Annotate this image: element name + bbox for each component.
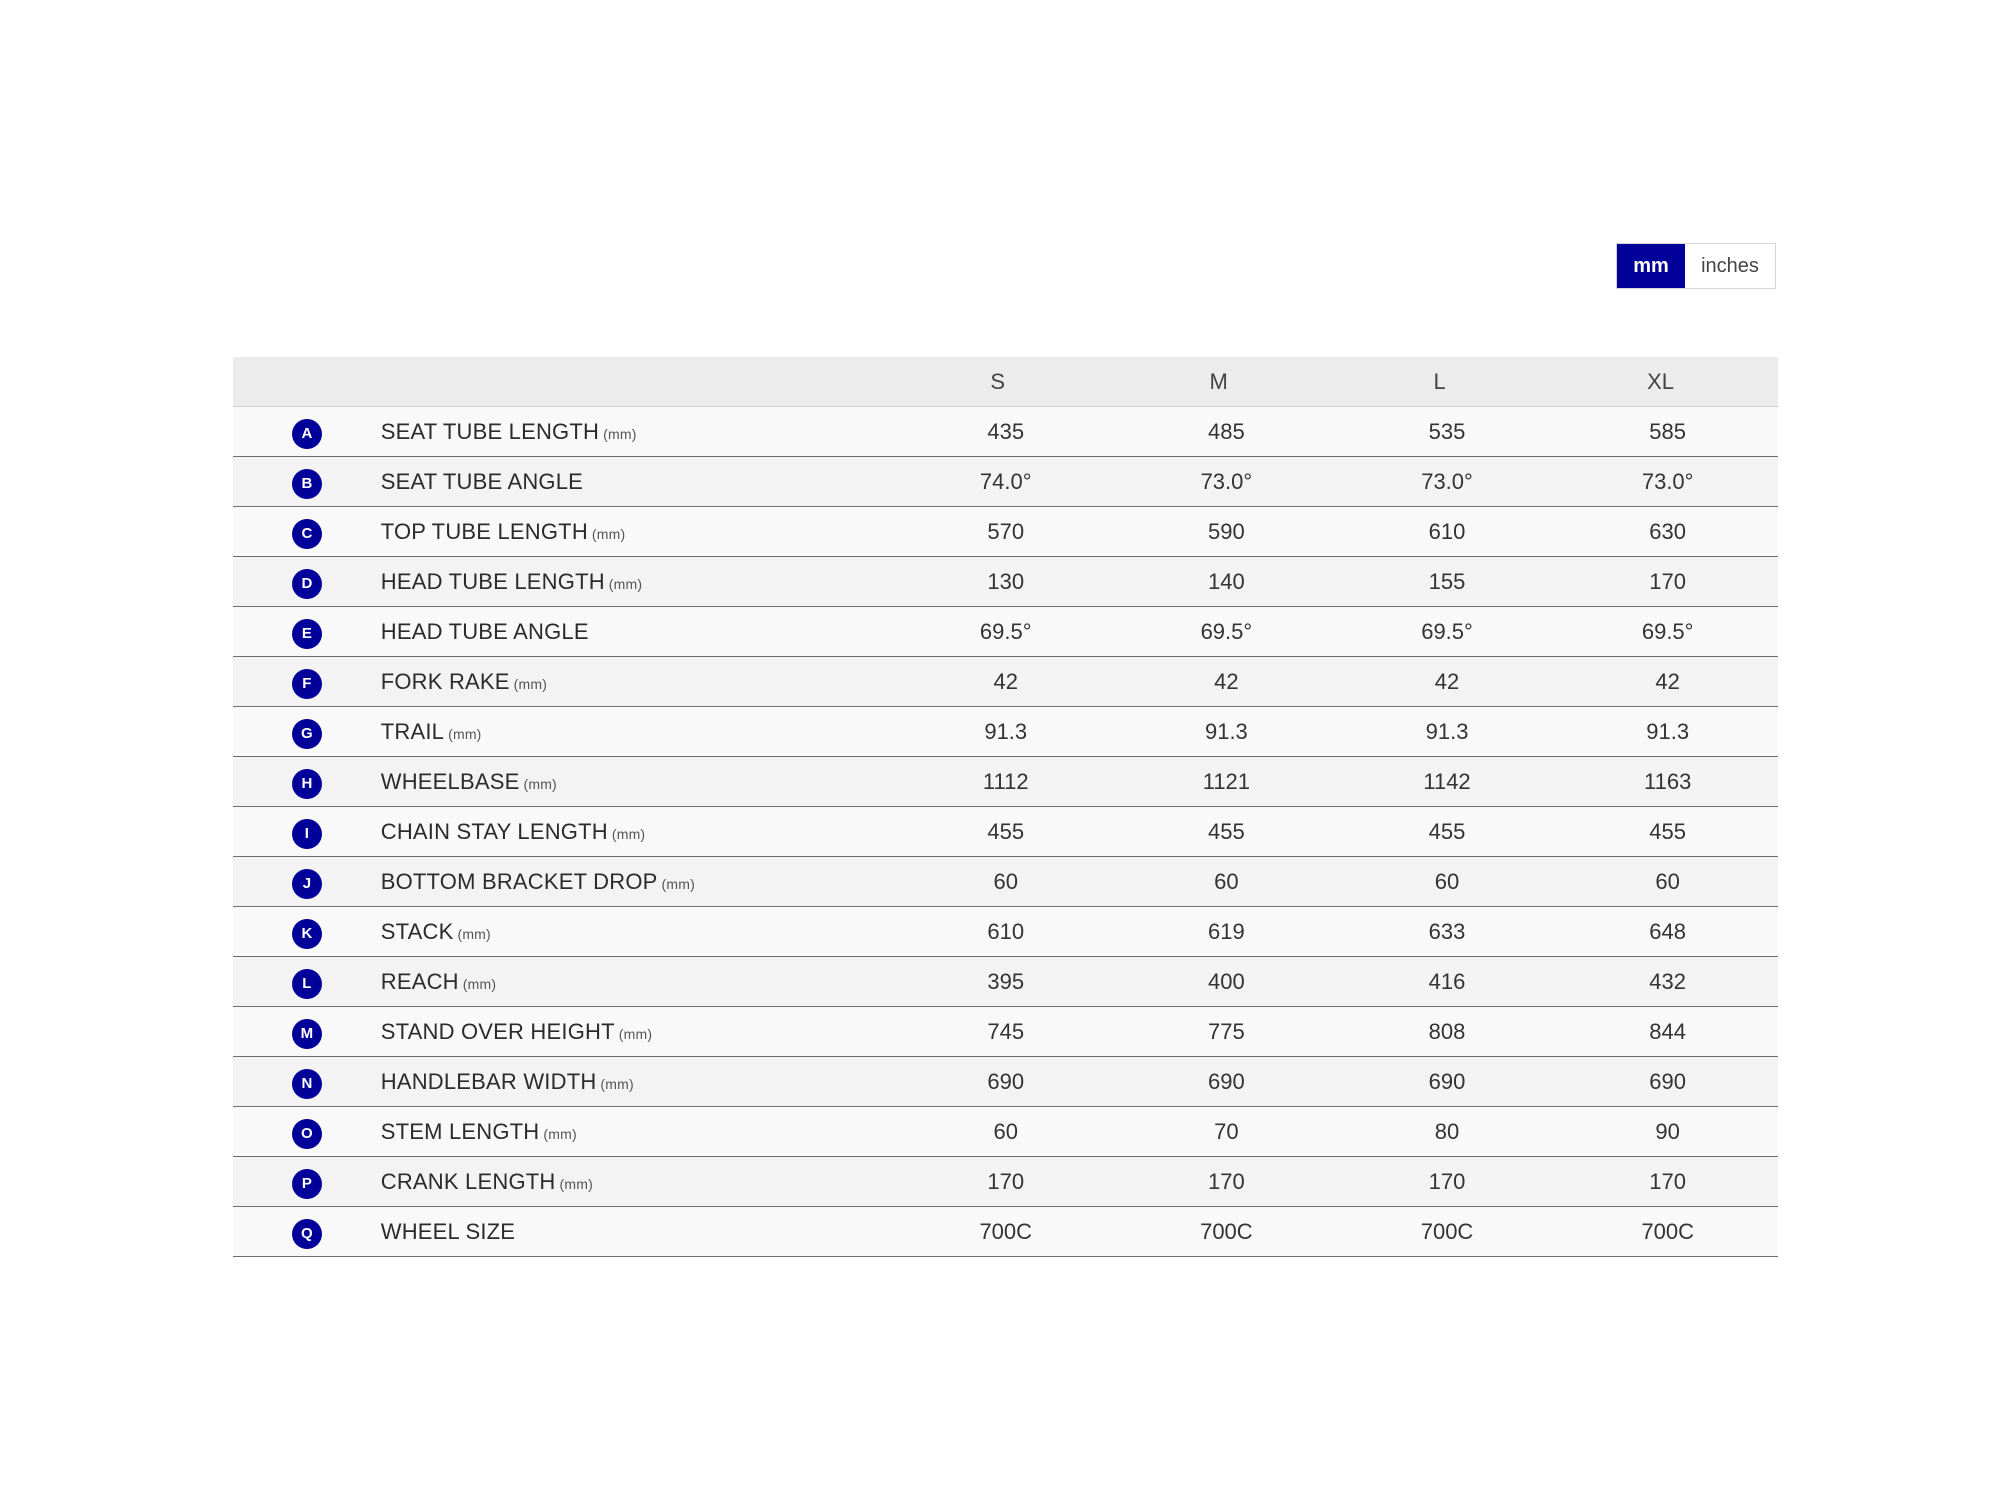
row-value: 60 xyxy=(993,1118,1018,1144)
row-label: REACH xyxy=(380,968,459,994)
row-label-cell xyxy=(381,1019,896,1045)
table-row xyxy=(233,957,1778,1007)
row-value: 70 xyxy=(1214,1118,1239,1144)
row-badge-cell xyxy=(233,465,381,499)
row-label-cell xyxy=(381,1219,896,1245)
mm-unit-button[interactable]: mm xyxy=(1617,244,1685,288)
table-row xyxy=(233,657,1778,707)
row-value: 90 xyxy=(1655,1118,1680,1144)
row-letter-badge: I xyxy=(292,819,322,849)
row-value: 690 xyxy=(1649,1068,1687,1094)
table-row xyxy=(233,507,1778,557)
row-value: 42 xyxy=(993,668,1018,694)
row-value: 170 xyxy=(1649,568,1687,594)
row-value: 590 xyxy=(1208,518,1245,544)
row-label-cell xyxy=(381,919,896,945)
row-value: 633 xyxy=(1428,918,1466,944)
row-value: 535 xyxy=(1428,418,1466,444)
row-value: 73.0° xyxy=(1641,468,1694,494)
row-badge-cell xyxy=(233,1165,381,1199)
row-label: STACK xyxy=(380,918,454,944)
row-value: 690 xyxy=(1428,1068,1466,1094)
row-badge-cell xyxy=(233,965,381,999)
row-unit: (mm) xyxy=(513,675,548,692)
row-label: BOTTOM BRACKET DROP xyxy=(380,868,658,894)
row-unit: (mm) xyxy=(523,775,557,792)
row-value: 648 xyxy=(1649,918,1687,944)
row-label-cell xyxy=(381,619,896,645)
table-row xyxy=(233,1207,1778,1257)
row-unit: (mm) xyxy=(600,1075,634,1092)
row-label-cell xyxy=(381,469,896,495)
row-label: HEAD TUBE LENGTH xyxy=(380,568,605,594)
row-unit: (mm) xyxy=(543,1125,577,1142)
table-row xyxy=(233,807,1778,857)
row-unit: (mm) xyxy=(608,575,643,592)
row-value: 60 xyxy=(1655,868,1680,894)
row-value: 455 xyxy=(1428,818,1466,844)
row-badge-cell xyxy=(233,865,381,899)
row-unit: (mm) xyxy=(611,825,646,842)
row-value: 1163 xyxy=(1644,768,1692,794)
row-value: 91.3 xyxy=(1425,718,1469,744)
row-badge-cell xyxy=(233,515,381,549)
unit-toggle xyxy=(1616,243,1776,289)
row-value: 455 xyxy=(1649,818,1687,844)
row-unit: (mm) xyxy=(603,425,637,442)
row-letter-badge: K xyxy=(292,919,322,949)
row-label-cell xyxy=(381,769,896,795)
table-row xyxy=(233,407,1778,457)
row-badge-cell xyxy=(233,415,381,449)
row-badge-cell xyxy=(233,1015,381,1049)
size-header-xl: XL xyxy=(1647,368,1674,394)
row-letter-badge: O xyxy=(292,1119,322,1149)
row-unit: (mm) xyxy=(457,925,491,942)
table-row xyxy=(233,557,1778,607)
row-value: 91.3 xyxy=(1646,718,1690,744)
row-letter-badge: A xyxy=(292,419,322,449)
table-row xyxy=(233,1057,1778,1107)
row-value: 73.0° xyxy=(1200,468,1253,494)
row-label: WHEELBASE xyxy=(380,768,520,794)
row-value: 69.5° xyxy=(1421,618,1473,644)
table-row xyxy=(233,757,1778,807)
row-value: 69.5° xyxy=(1200,618,1253,644)
row-value: 1121 xyxy=(1202,768,1251,794)
row-letter-badge: B xyxy=(292,469,322,499)
row-value: 844 xyxy=(1649,1018,1687,1044)
row-value: 91.3 xyxy=(984,718,1028,744)
row-value: 455 xyxy=(987,818,1025,844)
table-body xyxy=(233,407,1778,1257)
size-header-l: L xyxy=(1433,368,1446,394)
row-value: 42 xyxy=(1434,668,1460,694)
row-value: 610 xyxy=(1428,518,1466,544)
row-label: FORK RAKE xyxy=(380,668,510,694)
row-value: 700C xyxy=(1420,1218,1474,1244)
row-badge-cell xyxy=(233,715,381,749)
table-header-row xyxy=(233,357,1778,407)
row-value: 690 xyxy=(987,1068,1025,1094)
row-badge-cell xyxy=(233,915,381,949)
row-value: 700C xyxy=(1200,1218,1253,1244)
row-letter-badge: F xyxy=(292,669,322,699)
row-unit: (mm) xyxy=(661,875,695,892)
row-value: 74.0° xyxy=(979,468,1032,494)
row-label: SEAT TUBE LENGTH xyxy=(380,418,600,444)
row-value: 700C xyxy=(1641,1218,1694,1244)
row-label-cell xyxy=(381,569,896,595)
row-badge-cell xyxy=(233,1115,381,1149)
row-value: 155 xyxy=(1428,568,1466,594)
row-label: TOP TUBE LENGTH xyxy=(380,518,588,544)
row-value: 690 xyxy=(1208,1068,1245,1094)
row-value: 130 xyxy=(987,568,1025,594)
size-header-m: M xyxy=(1209,368,1228,394)
row-badge-cell xyxy=(233,615,381,649)
row-label-cell xyxy=(381,819,896,845)
row-unit: (mm) xyxy=(618,1025,653,1042)
row-value: 570 xyxy=(987,518,1025,544)
row-label: CRANK LENGTH xyxy=(380,1168,556,1194)
row-letter-badge: Q xyxy=(292,1219,322,1249)
row-label-cell xyxy=(381,969,896,995)
row-value: 80 xyxy=(1434,1118,1460,1144)
table-row xyxy=(233,457,1778,507)
row-label-cell xyxy=(381,419,896,445)
row-value: 619 xyxy=(1208,918,1245,944)
row-value: 170 xyxy=(987,1168,1025,1194)
row-letter-badge: L xyxy=(292,969,322,999)
row-badge-cell xyxy=(233,1215,381,1249)
row-value: 73.0° xyxy=(1421,468,1473,494)
row-label-cell xyxy=(381,719,896,745)
row-value: 485 xyxy=(1208,418,1245,444)
row-letter-badge: J xyxy=(292,869,322,899)
row-label-cell xyxy=(381,1169,896,1195)
row-letter-badge: G xyxy=(292,719,322,749)
row-unit: (mm) xyxy=(559,1175,593,1192)
table-row xyxy=(233,707,1778,757)
row-letter-badge: M xyxy=(292,1019,322,1049)
geometry-table xyxy=(233,357,1778,1257)
row-value: 42 xyxy=(1214,668,1239,694)
row-value: 1142 xyxy=(1423,768,1471,794)
table-row xyxy=(233,1007,1778,1057)
row-value: 455 xyxy=(1208,818,1245,844)
row-value: 91.3 xyxy=(1204,718,1248,744)
table-row xyxy=(233,1157,1778,1207)
row-value: 416 xyxy=(1428,968,1466,994)
row-value: 808 xyxy=(1428,1018,1466,1044)
row-value: 1112 xyxy=(982,768,1029,794)
row-badge-cell xyxy=(233,765,381,799)
row-letter-badge: C xyxy=(292,519,322,549)
row-value: 745 xyxy=(987,1018,1025,1044)
row-label: STEM LENGTH xyxy=(380,1118,540,1144)
row-value: 432 xyxy=(1649,968,1687,994)
row-value: 700C xyxy=(979,1218,1033,1244)
row-value: 610 xyxy=(987,918,1025,944)
row-value: 60 xyxy=(993,868,1018,894)
row-label: TRAIL xyxy=(380,718,445,744)
table-row xyxy=(233,1107,1778,1157)
row-letter-badge: D xyxy=(292,569,322,599)
row-label-cell xyxy=(381,519,896,545)
row-letter-badge: N xyxy=(292,1069,322,1099)
row-unit: (mm) xyxy=(591,525,626,542)
row-value: 170 xyxy=(1649,1168,1687,1194)
table-row xyxy=(233,907,1778,957)
row-badge-cell xyxy=(233,565,381,599)
row-label: HEAD TUBE ANGLE xyxy=(380,618,589,644)
row-label: WHEEL SIZE xyxy=(380,1218,516,1244)
table-row xyxy=(233,607,1778,657)
row-value: 775 xyxy=(1208,1018,1245,1044)
size-header-s: S xyxy=(990,368,1006,394)
inches-unit-button[interactable]: inches xyxy=(1685,244,1775,288)
row-label: SEAT TUBE ANGLE xyxy=(380,468,584,494)
row-unit: (mm) xyxy=(462,975,497,992)
row-label-cell xyxy=(381,669,896,695)
row-value: 395 xyxy=(987,968,1025,994)
row-value: 69.5° xyxy=(1641,618,1694,644)
row-unit: (mm) xyxy=(448,725,482,742)
row-value: 140 xyxy=(1208,568,1245,594)
row-value: 435 xyxy=(987,418,1025,444)
row-value: 170 xyxy=(1208,1168,1245,1194)
row-badge-cell xyxy=(233,815,381,849)
row-label-cell xyxy=(381,1119,896,1145)
row-value: 400 xyxy=(1208,968,1245,994)
row-value: 630 xyxy=(1649,518,1687,544)
row-label-cell xyxy=(381,869,896,895)
row-value: 60 xyxy=(1214,868,1239,894)
row-badge-cell xyxy=(233,1065,381,1099)
row-value: 60 xyxy=(1434,868,1460,894)
table-row xyxy=(233,857,1778,907)
row-value: 170 xyxy=(1428,1168,1466,1194)
row-value: 69.5° xyxy=(979,618,1032,644)
row-letter-badge: E xyxy=(292,619,322,649)
row-label: HANDLEBAR WIDTH xyxy=(380,1068,597,1094)
row-letter-badge: P xyxy=(292,1169,322,1199)
row-label-cell xyxy=(381,1069,896,1095)
row-label: STAND OVER HEIGHT xyxy=(380,1018,615,1044)
row-letter-badge: H xyxy=(292,769,322,799)
row-label: CHAIN STAY LENGTH xyxy=(380,818,608,844)
row-value: 42 xyxy=(1655,668,1680,694)
row-value: 585 xyxy=(1649,418,1687,444)
row-badge-cell xyxy=(233,665,381,699)
